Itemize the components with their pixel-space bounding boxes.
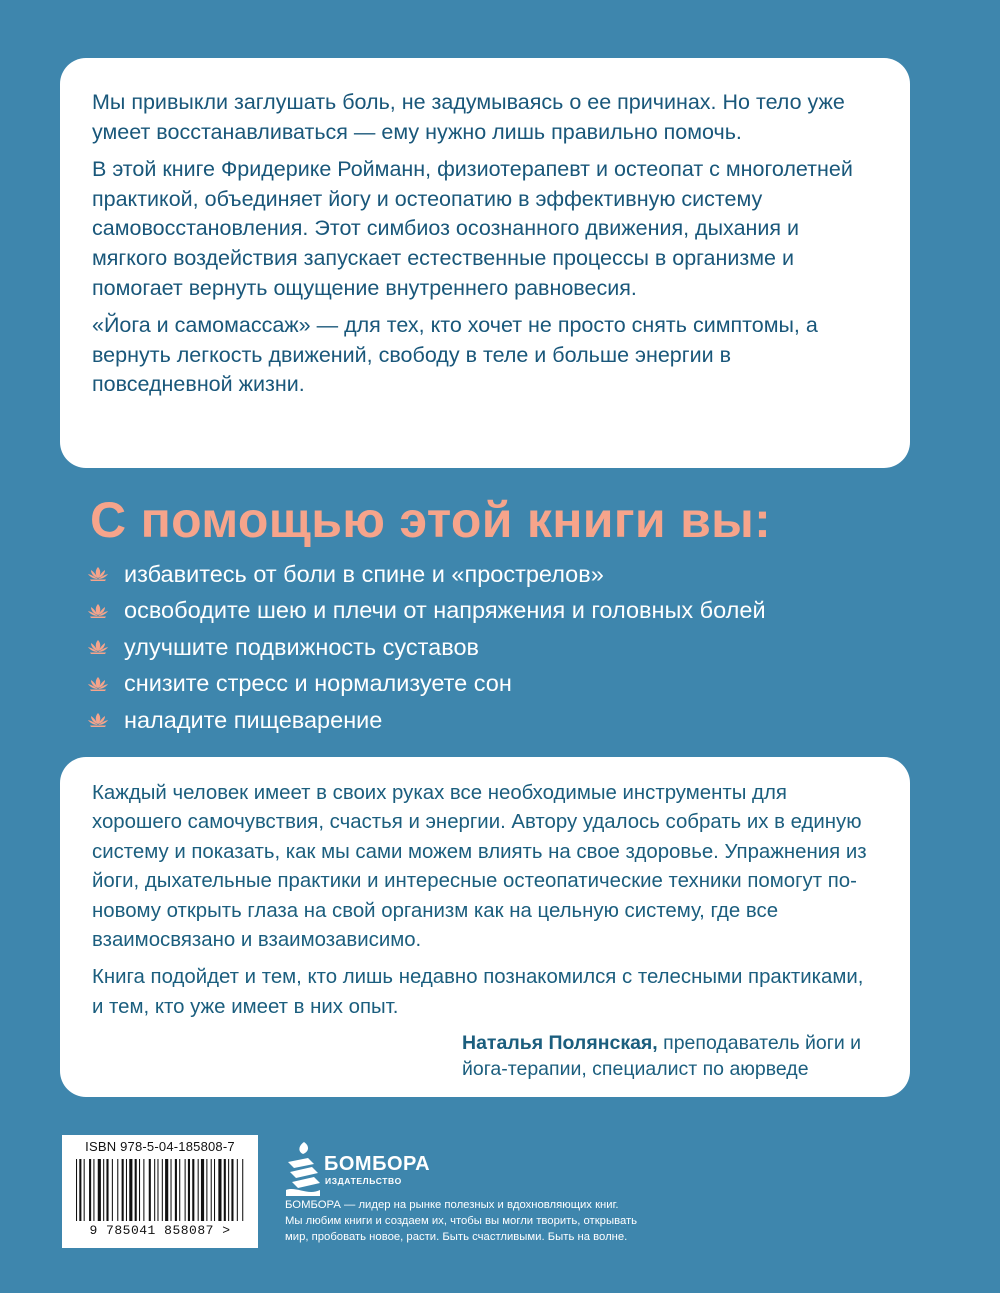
- publisher-line-2: Мы любим книги и создаем их, чтобы вы могли творить, открывать: [285, 1215, 638, 1228]
- publisher-line-1: БОМБОРА — лидер на рынке полезных и вдохновляющих книг.: [285, 1199, 619, 1211]
- benefit-text: улучшите подвижность суставов: [124, 633, 480, 660]
- isbn-label: ISBN 978-5-04-185808-7: [85, 1139, 235, 1154]
- benefits-list: [88, 556, 766, 739]
- barcode-number: 9 785041 858087 >: [89, 1223, 231, 1238]
- review-card: [60, 757, 910, 1097]
- intro-paragraph-3: «Йога и самомассаж» — для тех, кто хочет не просто снять симптомы, а вернуть легкость движений, свободу в теле и больше энергии в повседневной жизни.: [92, 313, 818, 397]
- lotus-icon: [88, 713, 108, 727]
- lotus-icon: [88, 677, 108, 691]
- intro-paragraph-1: Мы привыкли заглушать боль, не задумываясь о ее причинах. Но тело уже умеет восстанавливаться — ему нужно лишь правильно помочь.: [92, 90, 845, 144]
- barcode-icon: [70, 1157, 250, 1225]
- benefit-text: наладите пищеварение: [124, 706, 383, 733]
- benefit-item: [88, 666, 766, 703]
- benefits-title: С помощью этой книги вы:: [90, 492, 772, 548]
- benefit-item: [88, 629, 766, 666]
- publisher-description: [285, 1197, 637, 1246]
- lotus-icon: [88, 640, 108, 654]
- author-role: преподаватель йоги и йога-терапии, специалист по аюрведе: [462, 1032, 862, 1081]
- publisher-logo-word: БОМБОРА: [324, 1153, 431, 1175]
- publisher-logo: [284, 1138, 434, 1198]
- publisher-logo-subtitle: ИЗДАТЕЛЬСТВО: [325, 1176, 402, 1186]
- benefit-text: освободите шею и плечи от напряжения и головных болей: [124, 597, 766, 624]
- benefit-item: [88, 702, 766, 739]
- benefit-item: [88, 593, 766, 630]
- benefit-text: снизите стресс и нормализуете сон: [124, 670, 512, 697]
- author-name: Наталья Полянская,: [462, 1032, 658, 1055]
- intro-card: [60, 58, 910, 468]
- lotus-icon: [88, 567, 108, 581]
- review-paragraph-1: Каждый человек имеет в своих руках все необходимые инструменты для хорошего самочувствия, счастья и энергии. Автору удалось собрать их в единую систему и показать, как мы сами можем влиять на свое здоровье. Упражнения из йоги, дыхательные практики и интересные остеопатические техники помогут по-новому открыть глаза на свой организм как на цельную систему, где все взаимосвязано и взаимозависимо.: [92, 782, 867, 952]
- review-author: [92, 1030, 870, 1082]
- barcode-block: [62, 1135, 258, 1248]
- publisher-line-3: мир, пробовать новое, расти. Быть счастливыми. Быть на волне.: [285, 1231, 628, 1244]
- benefit-item: [88, 556, 766, 593]
- lotus-icon: [88, 604, 108, 618]
- benefit-text: избавитесь от боли в спине и «прострелов»: [124, 560, 604, 587]
- review-paragraph-2: Книга подойдет и тем, кто лишь недавно познакомился с телесными практиками, и тем, кто уже имеет в них опыт.: [92, 966, 864, 1018]
- publisher-logo-icon: [284, 1140, 322, 1198]
- intro-paragraph-2: В этой книге Фридерике Ройманн, физиотерапевт и остеопат с многолетней практикой, объединяет йогу и остеопатию в эффективную систему самовосстановления. Этот симбиоз осознанного движения, дыхания и мягкого воздействия запускает естественные процессы в организме и помогает вернуть ощущение внутреннего равновесия.: [92, 157, 853, 300]
